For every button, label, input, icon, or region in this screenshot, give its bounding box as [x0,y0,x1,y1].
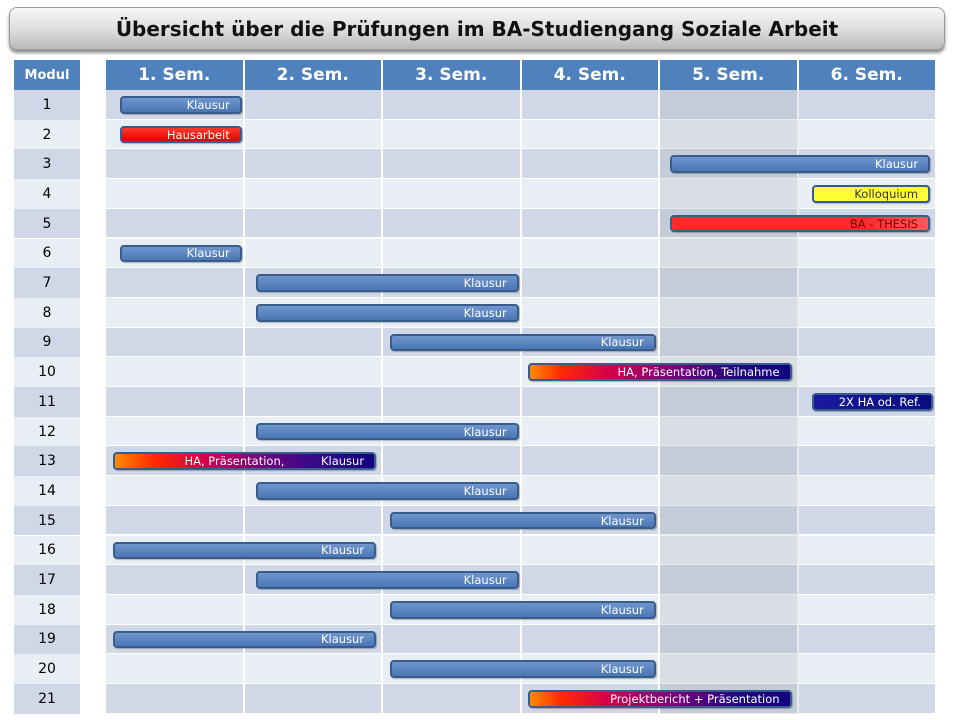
semester-header-5: 5. Sem. [660,60,799,90]
modul-label: 6 [14,239,80,269]
grid-cell [522,476,661,506]
grid-cell [245,179,384,209]
grid-cell [799,446,938,476]
semester-header-2: 2. Sem. [245,60,384,90]
grid-cell [660,328,799,358]
grid-cell [106,417,245,447]
grid-cell [106,684,245,714]
grid-cell [660,417,799,447]
grid-cell [106,209,245,239]
grid-cell [245,328,384,358]
grid-cell [660,268,799,298]
grid-cell [660,506,799,536]
modul-label: 8 [14,298,80,328]
grid-cell [106,149,245,179]
grid-cell [660,595,799,625]
modul-label: 7 [14,268,80,298]
grid-cell [106,328,245,358]
grid-cell [522,446,661,476]
grid-cell [799,417,938,447]
grid-cell [383,239,522,269]
exam-bar: Klausur [113,542,376,560]
grid-cell [799,90,938,120]
exam-bar: Klausur [256,304,519,322]
grid-cell [383,179,522,209]
semester-header-6: 6. Sem. [799,60,938,90]
exam-bar: Klausur [256,274,519,292]
modul-label: 10 [14,357,80,387]
modul-label: 18 [14,595,80,625]
grid-cell [245,239,384,269]
exam-bar: Klausur [120,245,242,263]
grid-cell [799,536,938,566]
modul-label: 5 [14,209,80,239]
grid-cell [799,268,938,298]
grid-cell [799,120,938,150]
grid-cell [106,654,245,684]
exam-bar: Klausur [390,660,656,678]
grid-cell [383,120,522,150]
grid-cell [799,357,938,387]
grid-cell [383,387,522,417]
semester-header-1: 1. Sem. [106,60,245,90]
modul-label: 4 [14,179,80,209]
grid-cell [660,179,799,209]
grid-cell [522,565,661,595]
exam-bar: Projektbericht + Präsentation [528,690,791,708]
grid-cell [106,565,245,595]
page-title: Übersicht über die Prüfungen im BA-Studiengang Soziale Arbeit [9,7,945,50]
modul-header: Modul [14,60,80,90]
modul-label: 13 [14,446,80,476]
grid-cell [383,357,522,387]
exam-bar: Kolloquium [812,185,930,203]
modul-label: 20 [14,654,80,684]
grid-cell [522,209,661,239]
grid-cell [383,149,522,179]
exam-bar: Hausarbeit [120,126,242,144]
exam-bar: 2X HA od. Ref. [812,393,932,411]
grid-cell [799,239,938,269]
modul-label: 2 [14,120,80,150]
grid-cell [799,298,938,328]
modul-label: 12 [14,417,80,447]
grid-cell [660,120,799,150]
exam-bar: Klausur [670,155,930,173]
grid-cell [383,536,522,566]
grid-cell [245,149,384,179]
grid-cell [106,179,245,209]
grid-cell [799,565,938,595]
modul-label: 14 [14,476,80,506]
modul-label: 19 [14,625,80,655]
exam-bar: Klausur [113,631,376,649]
grid-cell [660,654,799,684]
grid-cell [522,387,661,417]
grid-cell [522,239,661,269]
grid-cell [799,506,938,536]
exam-bar: HA, Präsentation, Klausur [113,452,376,470]
semester-header-3: 3. Sem. [383,60,522,90]
exam-bar: HA, Präsentation, Teilnahme [528,363,791,381]
grid-cell [660,536,799,566]
exam-bar: Klausur [256,571,519,589]
grid-cell [245,120,384,150]
modul-label: 9 [14,328,80,358]
grid-cell [522,417,661,447]
exam-bar: Klausur [256,423,519,441]
exam-bar: Klausur [120,96,242,114]
grid-cell [383,209,522,239]
grid-cell [660,625,799,655]
modul-label: 21 [14,684,80,714]
grid-cell [106,476,245,506]
grid-cell [245,387,384,417]
grid-cell [245,654,384,684]
grid-cell [106,298,245,328]
modul-label: 15 [14,506,80,536]
grid-cell [383,625,522,655]
grid-cell [799,595,938,625]
grid-cell [383,684,522,714]
grid-cell [522,90,661,120]
grid-cell [522,120,661,150]
grid-cell [522,625,661,655]
grid-cell [245,595,384,625]
grid-cell [660,90,799,120]
exam-bar: BA - THESIS [670,215,930,233]
modul-label: 17 [14,565,80,595]
modul-label: 1 [14,90,80,120]
grid-cell [383,90,522,120]
grid-cell [106,268,245,298]
grid-cell [245,506,384,536]
grid-cell [660,239,799,269]
grid-cell [799,625,938,655]
grid-cell [106,506,245,536]
exam-bar: Klausur [390,512,656,530]
grid-cell [522,298,661,328]
grid-cell [522,268,661,298]
grid-cell [799,684,938,714]
grid-cell [522,149,661,179]
grid-cell [799,476,938,506]
grid-cell [245,209,384,239]
grid-cell [660,565,799,595]
modul-label: 3 [14,149,80,179]
exam-bar: Klausur [256,482,519,500]
exam-bar: Klausur [390,601,656,619]
grid-cell [106,387,245,417]
grid-cell [660,387,799,417]
grid-cell [522,179,661,209]
modul-label: 11 [14,387,80,417]
grid-cell [660,446,799,476]
grid-cell [799,654,938,684]
grid-cell [245,357,384,387]
exam-bar: Klausur [390,334,656,352]
grid-cell [799,328,938,358]
grid-cell [383,446,522,476]
semester-header-4: 4. Sem. [522,60,661,90]
grid-cell [245,684,384,714]
grid-cell [660,476,799,506]
grid-cell [660,298,799,328]
grid-cell [245,90,384,120]
modul-label: 16 [14,536,80,566]
grid-cell [522,536,661,566]
grid-cell [106,595,245,625]
grid-cell [106,357,245,387]
